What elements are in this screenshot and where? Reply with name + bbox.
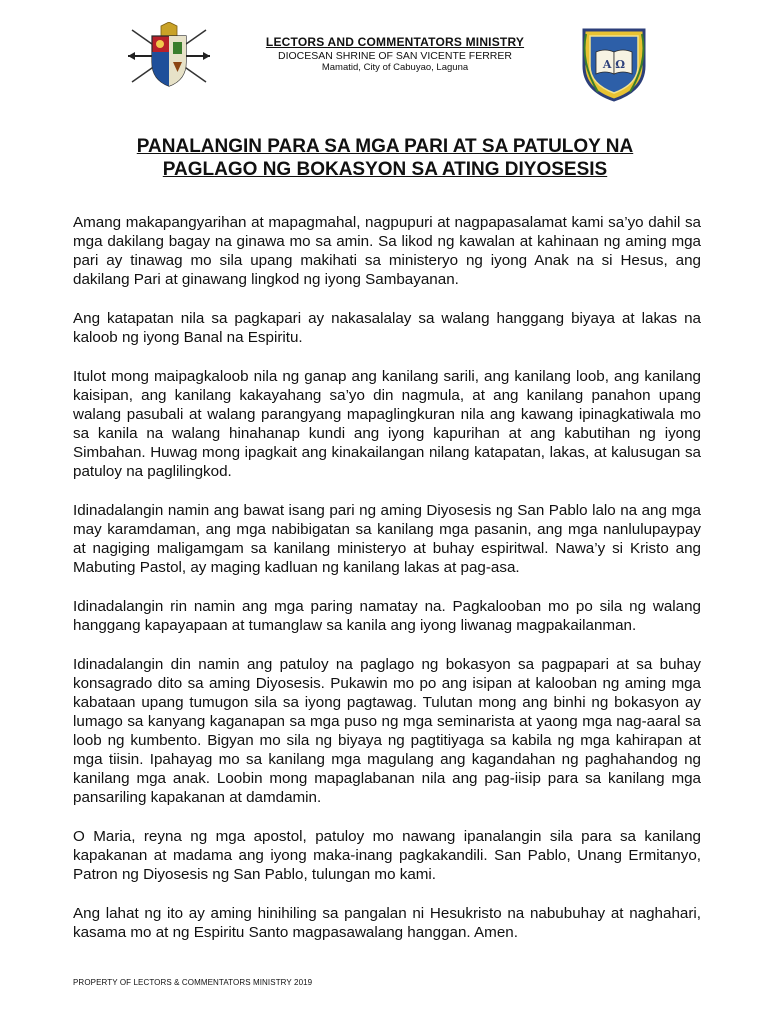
ministry-seal-logo xyxy=(578,22,650,102)
prayer-body xyxy=(73,213,701,962)
title-line-2: PAGLAGO NG BOKASYON SA ATING DIYOSESIS xyxy=(162,159,608,180)
diocese-crest-logo xyxy=(126,22,212,88)
diocese-name: DIOCESAN SHRINE OF SAN VICENTE FERRER xyxy=(278,50,512,62)
paragraph: Ang lahat ng ito ay aming hinihiling sa pangalan ni Hesukristo na nabubuhay at naghahari, kasama mo at ng Espiritu Santo magpasawalang hanggan. Amen. xyxy=(73,905,701,941)
paragraph: Idinadalangin rin namin ang mga paring namatay na. Pagkalooban mo po sila ng walang hanggang kapayapaan at tumanglaw sa kanila ang iyong liwanag magpakailanman. xyxy=(73,598,701,634)
prayer-title xyxy=(80,135,690,181)
paragraph: Idinadalangin din namin ang patuloy na paglago ng bokasyon sa pagpapari at sa buhay konsagrado dito sa aming Diyosesis. Pukawin mo po ang isipan at kalooban ng aming mga kabataan upang tumugon sila sa iyong pagtawag. Tulutan mong ang binhi ng bokasyon ay lumago sa kanyang kaganapan sa mga puso ng mga seminarista at yaong mga nag-aaral sa loob ng kumbento. Bigyan mo sila ng biyaya ng pagtitiyaga sa kabila ng mga kahirapan at mga tiisin. Ipahayag mo sa kanilang mga magulang ang kagandahan ng paghahandog ng kanilang mga anak. Loobin mong mapaglabanan nila ang pag-iisip para sa kanilang mga pansariling kapakanan at damdamin. xyxy=(73,656,701,806)
paragraph: Ang katapatan nila sa pagkapari ay nakasalalay sa walang hanggang biyaya at lakas na kaloob ng iyong Banal na Espiritu. xyxy=(73,310,701,346)
seal-alpha-omega-text: A Ω xyxy=(602,58,626,71)
footer-note: PROPERTY OF LECTORS & COMMENTATORS MINISTRY 2019 xyxy=(73,978,313,987)
paragraph: Idinadalangin namin ang bawat isang pari ng aming Diyosesis ng San Pablo lalo na ang mga may karamdaman, ang mga nabibigatan sa kanilang mga pasanin, ang mga nanlulupaypay at nagiging maligamgam sa kanilang ministeryo at buhay espiritwal. Nawa’y si Kristo ang Mabuting Pastol, ay maging kadluan ng kanilang lakas at pag-asa. xyxy=(73,502,701,576)
paragraph: Amang makapangyarihan at mapagmahal, nagpupuri at nagpapasalamat kami sa’yo dahil sa mga dakilang bagay na ginawa mo sa amin. Sa likod ng kawalan at kahinaan ng aming mga pari ay tinawag mo sila upang makihati sa ministeryo ng iyong Anak na si Hesus, ang dakilang Pari at ginawang lingkod ng iyong Sambayanan. xyxy=(73,214,701,288)
address: Mamatid, City of Cabuyao, Laguna xyxy=(321,62,469,73)
organization-name: LECTORS AND COMMENTATORS MINISTRY xyxy=(265,35,525,49)
title-line-1: PANALANGIN PARA SA MGA PARI AT SA PATULOY NA xyxy=(136,136,634,157)
organization-block xyxy=(230,35,560,74)
paragraph: Itulot mong maipagkaloob nila ng ganap ang kanilang sarili, ang kanilang loob, ang kanilang kaisipan, ang kanilang kakayahang sa’yo din nagmula, at ang kanilang panahon upang walang pasubali at walang parangyang mapaglingkuran nila ang kawang ipinagkatiwala mo sa kanila na walang hinahanap kundi ang iyong kapurihan at ang kabutihan ng iyong Simbahan. Huwag mong ipagkait ang kinakailangan nilang katapatan, lakas, at kalusugan sa patuloy na paglilingkod. xyxy=(73,368,701,480)
letterhead xyxy=(0,22,768,102)
paragraph: O Maria, reyna ng mga apostol, patuloy mo nawang ipanalangin sila para sa kanilang kapakanan at madama ang iyong maka-inang pagkakandili. San Pablo, Unang Ermitanyo, Patron ng Diyosesis ng San Pablo, tulungan mo kami. xyxy=(73,828,701,883)
